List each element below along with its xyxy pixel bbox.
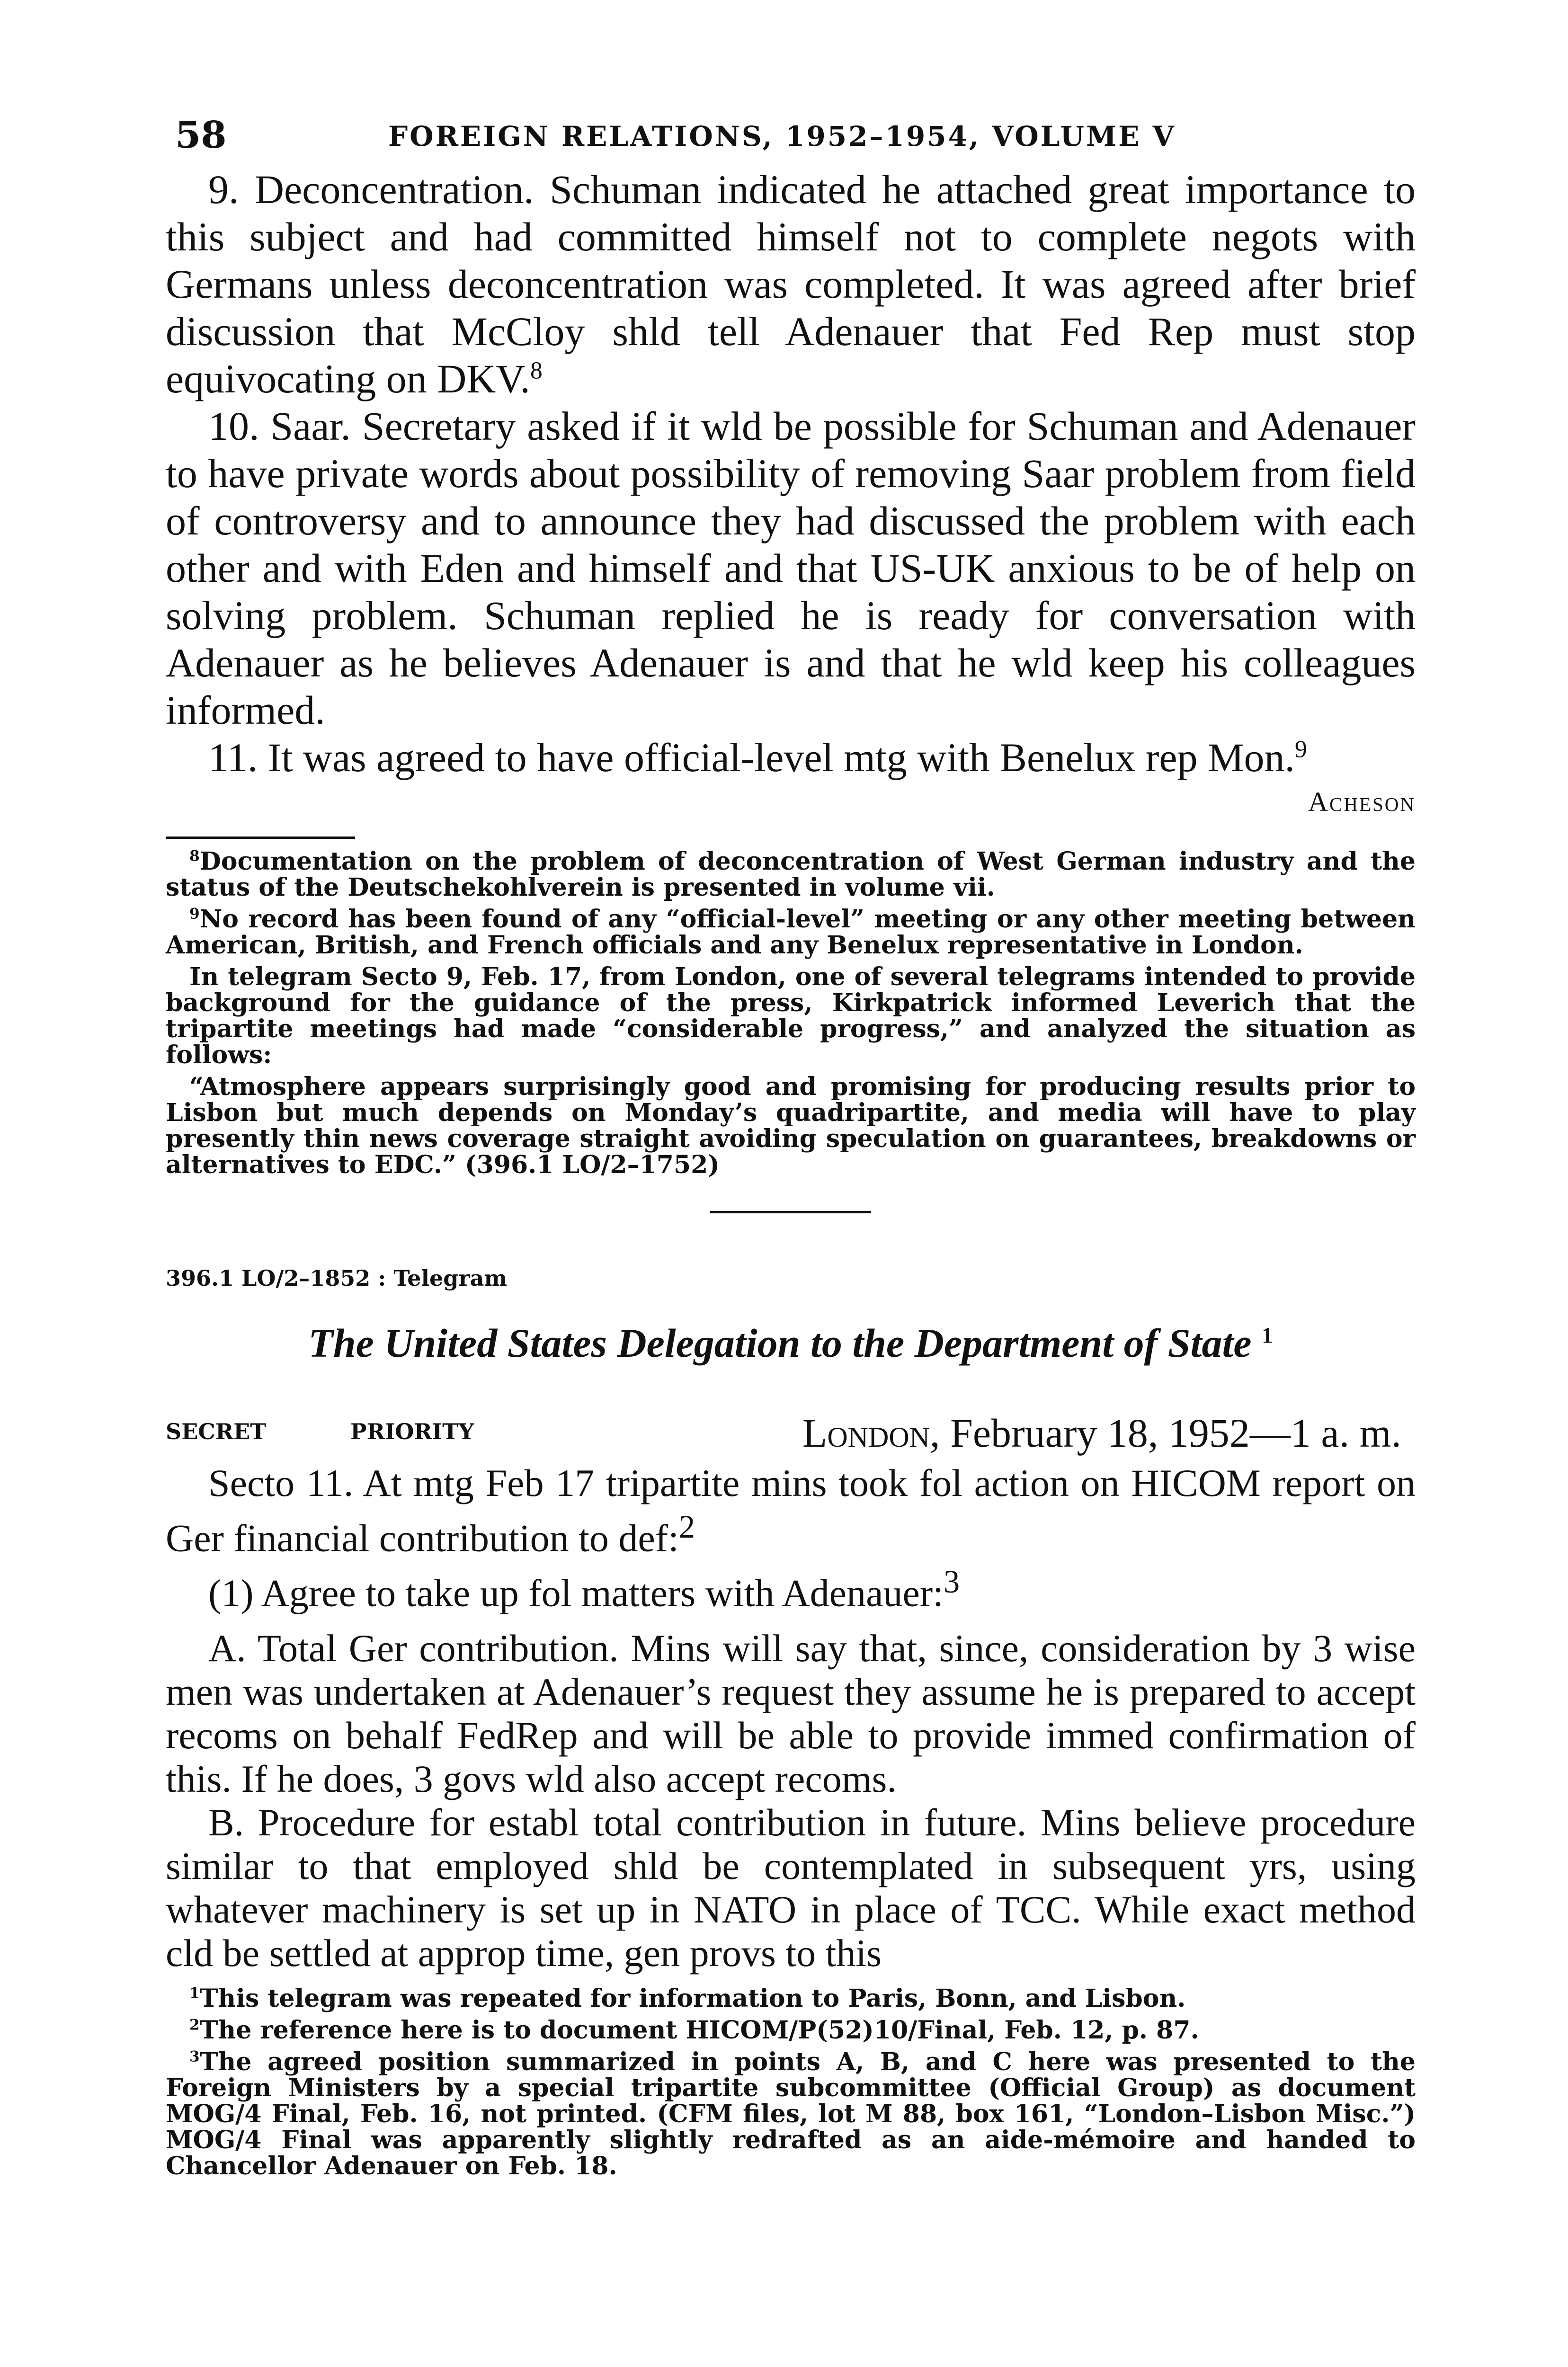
footnote-8	[166, 848, 1416, 900]
paragraph-deconcentration	[166, 166, 1416, 402]
footnote-quote: “Atmosphere appears surprisingly good and promising for producing results prior to Lisbon but much depends on Monday’s quadripartite, and media will have to play presently thin news coverage straight avoiding speculation on guarantees, breakdowns or alternatives to EDC.” (396.1 LO/2–1752)	[166, 1072, 1416, 1179]
footnote-mark: 9	[189, 905, 200, 923]
footnote-continuation: In telegram Secto 9, Feb. 17, from London, one of several telegrams intended to provide background for the guidance of the press, Kirkpatrick informed Leverich that the tripartite meetings had made “considerable progress,” and analyzed the situation as follows:	[166, 962, 1416, 1069]
paragraph-saar: 10. Saar. Secretary asked if it wld be possible for Schuman and Adenauer to have private words about possibility of removing Saar problem from field of controversy and to announce they had discussed the problem with each other and with Eden and himself and that US-UK anxious to be of help on solving problem. Schuman replied he is ready for conversation with Adenauer as he believes Adenauer is and that he wld keep his colleagues informed.	[166, 403, 1416, 733]
footnotes-top	[166, 848, 1416, 1178]
footnote-3	[166, 2049, 1416, 2179]
priority: PRIORITY	[350, 1419, 474, 1444]
date: February 18, 1952—1 a. m.	[950, 1410, 1401, 1456]
document-title-text: The United States Delegation to the Department of State	[308, 1320, 1252, 1366]
footnote-text: Documentation on the problem of deconcentration of West German industry and the status of the Deutschekohlverein is presented in volume vii.	[166, 847, 1416, 902]
place: London,	[802, 1410, 940, 1456]
top-section	[166, 166, 1416, 781]
paragraph-b: B. Procedure for establ total contribution in future. Mins believe procedure similar to that employed shld be contemplated in subsequent yrs, using whatever machinery is set up in NATO in place of TCC. While exact method cld be settled at approp time, gen provs to this	[166, 1800, 1416, 1975]
footnote-mark: 3	[189, 2048, 200, 2065]
footnote-mark: 8	[189, 847, 200, 865]
footnote-text: This telegram was repeated for information to Paris, Bonn, and Lisbon.	[199, 1984, 1186, 2013]
section-divider	[710, 1211, 871, 1213]
paragraph-secto	[166, 1461, 1416, 1560]
place-date	[802, 1409, 1401, 1457]
document-page	[166, 114, 1416, 2185]
paragraph-agree	[166, 1560, 1416, 1615]
footnote-text: The reference here is to document HICOM/P(52)10/Final, Feb. 12, p. 87.	[199, 2015, 1199, 2045]
volume-title: FOREIGN RELATIONS, 1952–1954, VOLUME V	[388, 120, 1176, 152]
footnote-divider	[166, 836, 355, 839]
paragraph-text: Secto 11. At mtg Feb 17 tripartite mins took fol action on HICOM report on Ger financial contribution to def:	[166, 1461, 1416, 1560]
footnotes-bottom	[166, 1985, 1416, 2179]
footnote-text: The agreed position summarized in points A, B, and C here was presented to the Foreign Ministers by a special tripartite subcommittee (Official Group) as document MOG/4 Final, Feb. 16, not printed. (CFM files, lot M 88, box 161, “London–Lisbon Misc.”) MOG/4 Final was apparently slightly redrafted as an aide-mémoire and handed to Chancellor Adenauer on Feb. 18.	[166, 2047, 1416, 2180]
footnote-mark: 2	[678, 1509, 695, 1545]
page-number: 58	[175, 114, 227, 157]
document-title	[166, 1319, 1416, 1367]
footnote-mark: 2	[189, 2016, 200, 2034]
footnote-mark: 3	[943, 1564, 960, 1600]
classification: SECRET	[166, 1419, 267, 1444]
running-head	[166, 114, 1416, 166]
file-reference: 396.1 LO/2–1852 : Telegram	[166, 1265, 508, 1291]
footnote-2	[166, 2017, 1416, 2043]
footnote-mark: 8	[530, 357, 543, 384]
paragraph-text: 11. It was agreed to have official-level mtg with Benelux rep Mon.	[208, 735, 1295, 780]
paragraph-text: (1) Agree to take up fol matters with Adenauer:	[208, 1571, 944, 1615]
footnote-text: No record has been found of any “official-level” meeting or any other meeting between American, British, and French officials and any Benelux representative in London.	[166, 905, 1416, 960]
footnote-mark: 9	[1295, 736, 1307, 763]
paragraph-a: A. Total Ger contribution. Mins will say that, since, consideration by 3 wise men was undertaken at Adenauer’s request they assume he is prepared to accept recoms on behalf FedRep and will be able to provide immed confirmation of this. If he does, 3 govs wld also accept recoms.	[166, 1626, 1416, 1800]
paragraph-text: 9. Deconcentration. Schuman indicated he attached great importance to this subject and had committed himself not to complete negots with Germans unless deconcentration was completed. It was agreed after brief discussion that McCloy shld tell Adenauer that Fed Rep must stop equivocating on DKV.	[166, 167, 1416, 401]
paragraph-benelux	[166, 734, 1416, 781]
footnote-mark: 1	[1262, 1323, 1273, 1348]
footnote-mark: 1	[189, 1984, 200, 2002]
classification-line	[166, 1409, 1416, 1461]
document-body	[166, 1461, 1416, 1975]
footnote-1	[166, 1985, 1416, 2011]
signature: Acheson	[1308, 786, 1416, 817]
footnote-9	[166, 906, 1416, 958]
